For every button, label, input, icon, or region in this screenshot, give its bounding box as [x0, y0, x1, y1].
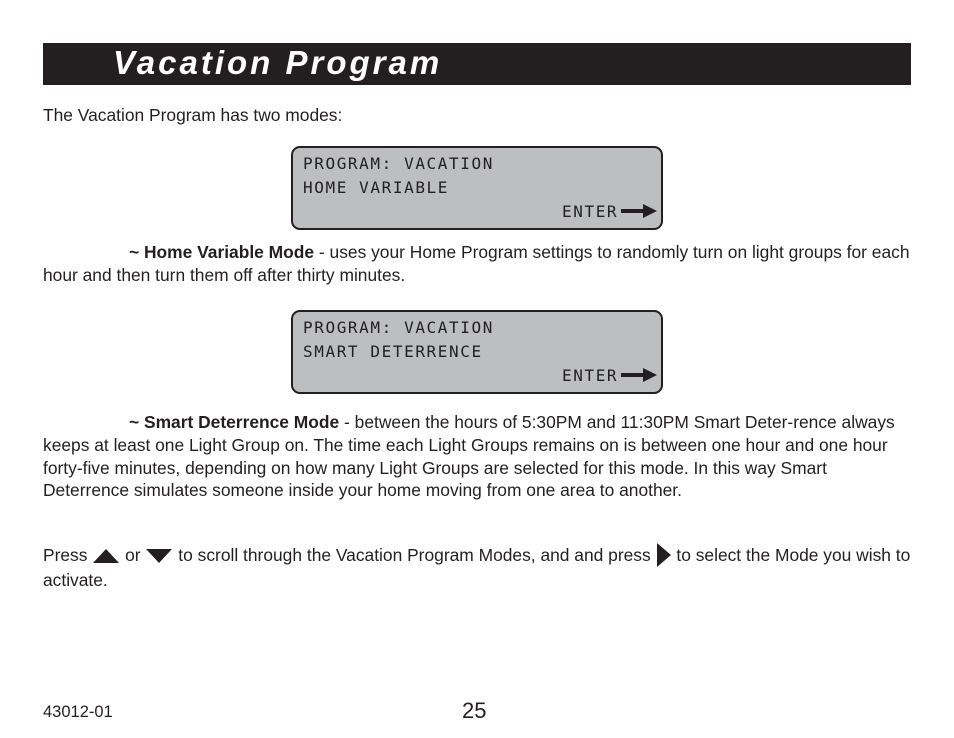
enter-arrow-icon — [621, 204, 657, 218]
instructions-select-text: to select the Mode you wish to activate. — [43, 545, 911, 590]
lcd-enter-label: ENTER — [562, 202, 619, 221]
enter-arrow-icon — [621, 368, 657, 382]
smart-deterrence-paragraph — [43, 411, 911, 502]
instructions-press: Press — [43, 545, 88, 565]
instructions-or: or — [125, 545, 141, 565]
lcd-line-1: PROGRAM: VACATION — [303, 318, 494, 337]
home-variable-mode-label: ~ Home Variable Mode — [129, 242, 315, 262]
up-arrow-icon — [92, 548, 120, 564]
lcd-enter-label: ENTER — [562, 366, 619, 385]
page-number: 25 — [462, 698, 487, 723]
intro-text: The Vacation Program has two modes: — [43, 105, 343, 125]
lcd-line-1: PROGRAM: VACATION — [303, 154, 494, 173]
lcd-screen-home-variable — [291, 146, 663, 230]
lcd-line-2: SMART DETERRENCE — [303, 342, 483, 361]
smart-deterrence-mode-description: - between the hours of 5:30PM and 11:30PM Smart Deter-rence always keeps at least one Light Group on. The time each Light Groups remains on is between one hour and one hour forty-five minutes, depending on how many Light Groups are selected for this mode. In this way Smart Deterrence simulates someone inside your home moving from one area to another. — [43, 412, 895, 501]
right-arrow-icon — [656, 542, 672, 568]
down-arrow-icon — [145, 548, 173, 564]
lcd-line-2: HOME VARIABLE — [303, 178, 450, 197]
instructions-scroll-text: to scroll through the Vacation Program Modes, and and press — [178, 545, 651, 565]
instructions-paragraph — [43, 542, 911, 593]
home-variable-paragraph — [43, 241, 911, 287]
page-title: Vacation Program — [113, 44, 443, 81]
title-bar — [43, 43, 911, 85]
smart-deterrence-mode-label: ~ Smart Deterrence Mode — [129, 412, 340, 432]
home-variable-mode-description: - uses your Home Program settings to randomly turn on light groups for each hour and then turn them off after thirty minutes. — [43, 242, 910, 285]
lcd-screen-smart-deterrence — [291, 310, 663, 394]
document-code: 43012-01 — [43, 703, 113, 721]
